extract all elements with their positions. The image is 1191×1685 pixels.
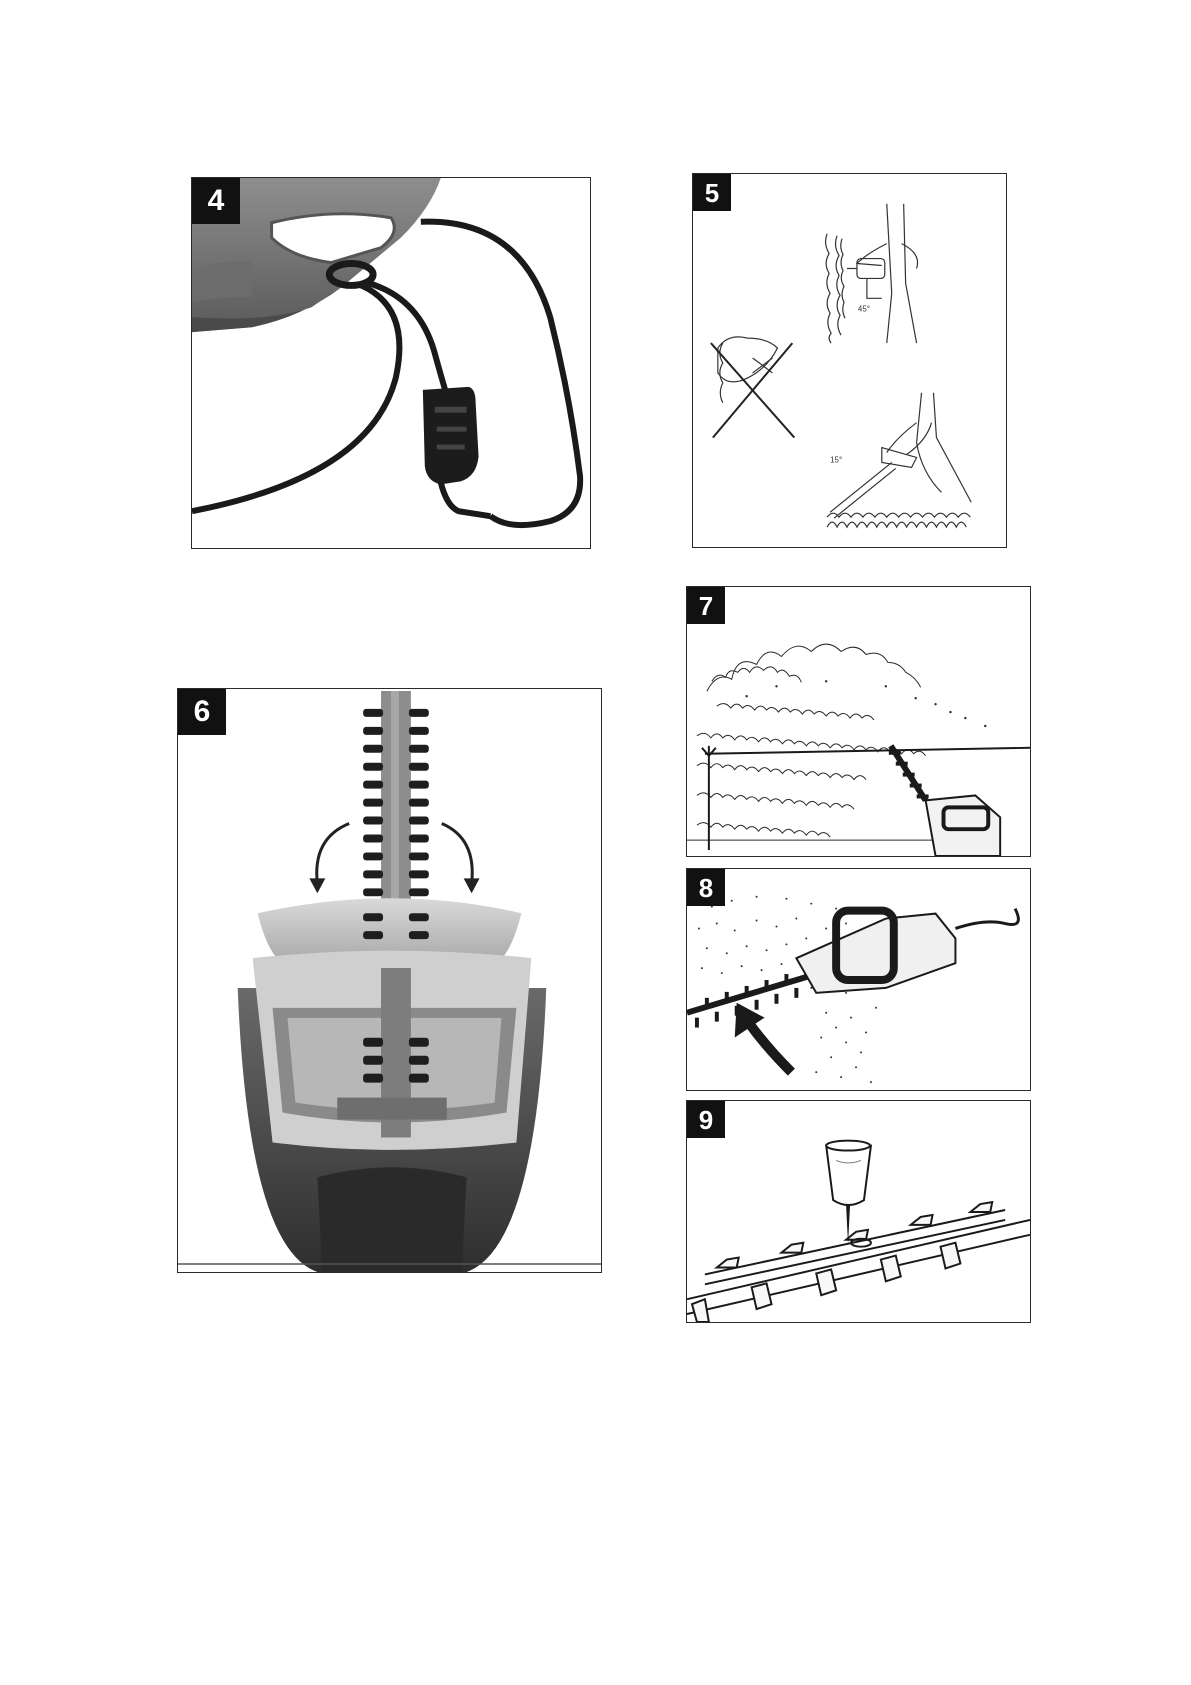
- figure-7: [686, 586, 1031, 857]
- figure-9-number: 9: [687, 1101, 725, 1138]
- figure-6: [177, 688, 602, 1273]
- figure-8-number: 8: [687, 869, 725, 906]
- figure-7-illustration: [687, 587, 1030, 856]
- figure-4: [191, 177, 591, 549]
- figure-4-number: 4: [192, 178, 240, 224]
- figure-5-angle-bottom: 15°: [830, 455, 843, 465]
- figure-4-illustration: [192, 178, 590, 548]
- figure-9-illustration: [687, 1101, 1030, 1322]
- figure-6-number: 6: [178, 689, 226, 735]
- figure-6-illustration: [178, 689, 601, 1272]
- figure-8: [686, 868, 1031, 1091]
- figure-5-illustration: [693, 174, 1006, 547]
- figure-7-number: 7: [687, 587, 725, 624]
- figure-5-number: 5: [693, 174, 731, 211]
- figure-5: [692, 173, 1007, 548]
- figure-9: [686, 1100, 1031, 1323]
- figure-8-illustration: [687, 869, 1030, 1090]
- figure-5-angle-top: 45°: [857, 304, 870, 314]
